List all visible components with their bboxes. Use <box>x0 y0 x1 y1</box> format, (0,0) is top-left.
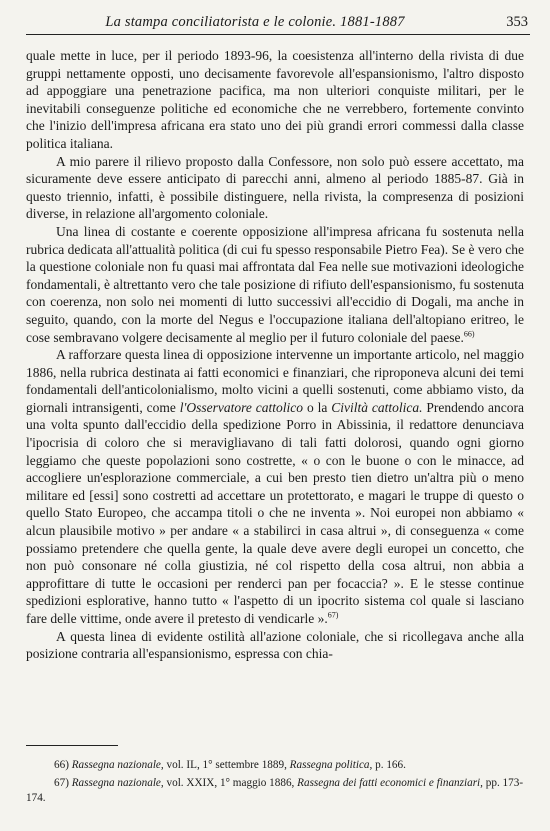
text-run: quale mette in luce, per il periodo 1893-96, la coesistenza all'interno della rivista di due gruppi nettamente opposti, uno decisamente favorevole all'espansionismo, l'altro disposto ad appoggiare una penetrazione pacifica, ma non ulteriori conquiste militari, per le inevitabili conseguenze politiche ed economiche che ne verrebbero, fortemente convinto che l'inizio dell'impresa africana era stato uno dei più grandi errori commessi dalla classe politica italiana. <box>26 48 524 151</box>
paragraph <box>26 346 524 628</box>
italic-text: Rassegna dei fatti economici e finanziari, <box>297 776 483 789</box>
footnote-rule <box>26 745 118 746</box>
running-title: La stampa conciliatorista e le colonie. 1881-1887 <box>105 14 405 30</box>
italic-text: l'Osservatore cattolico <box>179 399 304 415</box>
text-run: A questa linea di evidente ostilità all'azione coloniale, che si ricollegava anche alla posizione contraria all'espansionismo, espressa con chia- <box>26 628 524 662</box>
footnote <box>26 776 524 807</box>
text-run: A rafforzare questa linea di opposizione intervenne un importante articolo, nel maggio 1886, nella rubrica destinata ai fatti economici e finanziari, che riproponeva alcuni dei temi fondamentali dell'anticolonialismo, molto vicini a quelli sostenuti, come abbiamo visto, da giornali intransigenti, come <box>26 347 524 415</box>
footnote <box>26 758 524 774</box>
text-run: 67) <box>54 776 72 789</box>
paragraph <box>26 153 524 223</box>
italic-text: Civiltà cattolica. <box>331 399 423 415</box>
italic-text: Rassegna politica, <box>289 759 373 771</box>
text-run: p. 166. <box>372 759 406 771</box>
italic-text: Rassegna nazionale, <box>71 776 164 789</box>
footnote-ref: 67) <box>327 610 339 620</box>
italic-text: Rassegna nazionale, <box>71 759 164 771</box>
body-text <box>26 47 524 663</box>
text-run: vol. IL, 1° settembre 1889, <box>163 759 290 771</box>
footnote-ref: 66) <box>463 329 475 338</box>
text-run: Una linea di costante e coerente opposizione all'impresa africana fu sostenuta nella rubrica dedicata all'attualità politica (di cui fu spesso responsabile Pietro Fea). Se è vero che la questione coloniale non fu quasi mai affrontata dal Fea nelle sue motivazioni ideologiche fondamentali, è altrettanto vero che tale posizione di rifiuto dell'espansionismo, fu sostenuta con coerenza, non solo nei momenti di lutto successivi all'eccidio di Dogali, ma anche in seguito, quando, con la morte del Negus e l'occupazione italiana dell'altopiano eritreo, le cose sembravano volgere decisamente al meglio per il futuro coloniale del paese. <box>26 223 524 345</box>
page-number: 353 <box>506 14 528 30</box>
paragraph <box>26 628 524 663</box>
text-run: o la <box>303 399 332 415</box>
text-run: pp. 173-174. <box>26 776 524 804</box>
text-run: vol. XXIX, 1° maggio 1886, <box>163 776 298 789</box>
text-run: Prendendo ancora una volta spunto dall'eccidio della spedizione Porro in Abissinia, il redattore denunciava l'ipocrisia di coloro che si meravigliavano di tali fatti dolorosi, quando ogni giorno leggiamo che queste popolazioni sono costrette, « o con le buone o con le minacce, ad accogliere un'esplorazione commerciale, a cui ben presto tien dietro un'altra più o meno militare ed [essi] sono costretti ad accettare un protettorato, e magari le truppe di questo o quello Stato Europeo, che accampa titoli o che ne inventa ». Noi europei non abbiamo « alcun plausibile motivo » per andare « a stabilirci in casa altrui », di conseguenza « come possiamo pretendere che quella gente, la quale deve avere degli europei un concetto, che non può consonare né colla giustizia, né col rispetto della cosa altrui, non abbia a approfittare di tutte le occasioni per renderci pan per focaccia? ». E le stesse continue spedizioni esplorative, hanno tutto « l'aspetto di un ipocrito sistema col quale si lasciano fare delle vittime, onde avere il pretesto di vendicarle ». <box>26 399 524 626</box>
paragraph <box>26 47 524 153</box>
text-run: 66) <box>54 759 72 771</box>
paragraph <box>26 223 524 346</box>
page-header <box>0 12 550 36</box>
text-run: A mio parere il rilievo proposto dalla Confessore, non solo può essere accettato, ma sicuramente deve essere anticipato di parecchi anni, almeno al periodo 1885-87. Già in questo triennio, infatti, è possibile distinguere, nella rivista, la compresenza di posizioni diverse, in relazione all'argomento coloniale. <box>26 153 524 222</box>
footnotes <box>26 758 524 809</box>
header-rule <box>26 34 530 35</box>
